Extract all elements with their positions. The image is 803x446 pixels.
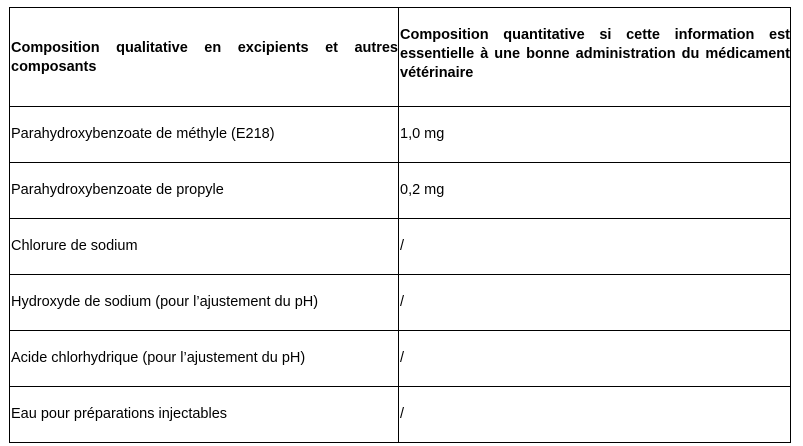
component-cell: Parahydroxybenzoate de méthyle (E218) [10,107,399,163]
header-quantitative: Composition quantitative si cette information est essentielle à une bonne administration du médicament vétérinaire [399,8,791,107]
table-row [10,163,791,219]
quantity-cell: / [399,331,791,387]
quantity-cell: 1,0 mg [399,107,791,163]
table-row [10,275,791,331]
component-cell: Hydroxyde de sodium (pour l’ajustement du pH) [10,275,399,331]
table-row [10,331,791,387]
component-cell: Eau pour préparations injectables [10,387,399,443]
component-cell: Parahydroxybenzoate de propyle [10,163,399,219]
table-row [10,107,791,163]
quantity-cell: / [399,387,791,443]
header-qualitative: Composition qualitative en excipients et autres composants [10,8,399,107]
component-cell: Acide chlorhydrique (pour l’ajustement du pH) [10,331,399,387]
table-row [10,219,791,275]
component-cell: Chlorure de sodium [10,219,399,275]
quantity-cell: / [399,219,791,275]
composition-table [9,7,791,443]
quantity-cell: 0,2 mg [399,163,791,219]
table-row [10,387,791,443]
quantity-cell: / [399,275,791,331]
table-header-row [10,8,791,107]
